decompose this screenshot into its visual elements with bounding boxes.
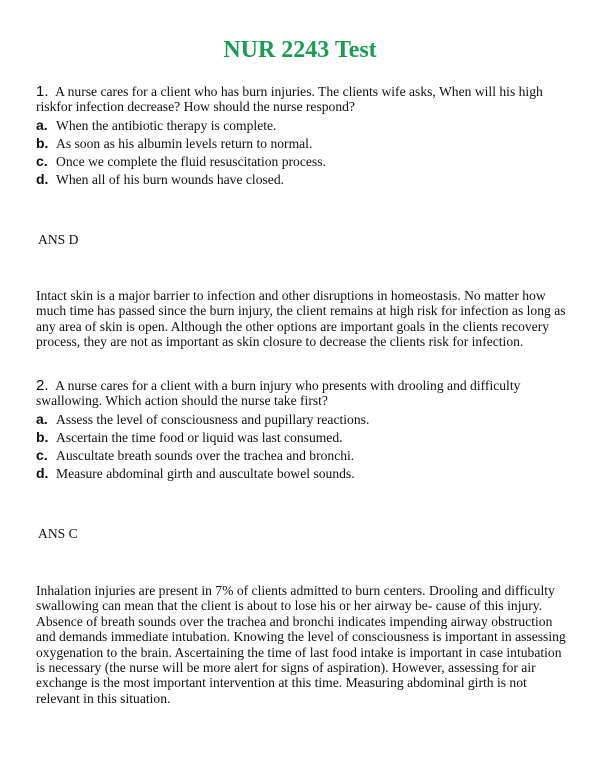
option-letter: a. (36, 411, 48, 427)
option-a (36, 410, 570, 428)
question-1 (36, 84, 570, 188)
question-2 (36, 378, 570, 482)
option-letter: b. (36, 135, 49, 151)
option-letter: c. (36, 447, 48, 463)
page-title: NUR 2243 Test (223, 37, 377, 63)
option-letter: d. (36, 465, 49, 481)
option-text: As soon as his albumin levels return to normal. (56, 136, 313, 151)
option-text: Once we complete the fluid resuscitation process. (56, 154, 326, 169)
question-text: A nurse cares for a client with a burn injury who presents with drooling and difficulty swallowing. Which action should the nurse take first? (36, 378, 521, 408)
option-b (36, 428, 570, 446)
option-text: When the antibiotic therapy is complete. (56, 118, 277, 133)
option-text: Assess the level of consciousness and pupillary reactions. (56, 412, 370, 427)
option-a (36, 116, 570, 134)
option-letter: c. (36, 153, 48, 169)
question-stem (36, 84, 570, 114)
option-text: When all of his burn wounds have closed. (56, 172, 285, 187)
option-d (36, 464, 570, 482)
option-c (36, 446, 570, 464)
question-number: 2. (36, 377, 49, 394)
option-letter: a. (36, 117, 48, 133)
option-text: Measure abdominal girth and auscultate bowel sounds. (56, 466, 355, 481)
question-number: 1. (36, 83, 49, 100)
question-stem (36, 378, 570, 408)
option-letter: d. (36, 171, 49, 187)
option-d (36, 170, 570, 188)
option-c (36, 152, 570, 170)
question-text: A nurse cares for a client who has burn injuries. The clients wife asks, When will his high riskfor infection decrease? How should the nurse respond? (36, 84, 543, 114)
option-letter: b. (36, 429, 49, 445)
rationale-1: Intact skin is a major barrier to infection and other disruptions in homeostasis. No matter how much time has passed since the burn injury, the client remains at high risk for infection as long as any area of skin is open. Although the other options are important goals in the clients recovery process, they are not as important as skin closure to decrease the clients risk for infection. (36, 288, 566, 350)
answer-key-2: ANS C (38, 526, 78, 541)
rationale-2: Inhalation injuries are present in 7% of clients admitted to burn centers. Drooling and difficulty swallowing can mean that the client is about to lose his or her airway be- cause of this injury. Absence of breath sounds over the trachea and bronchi indicates impending airway obstruction and demands immediate intubation. Knowing the level of consciousness is important in assessing oxygenation to the brain. Ascertaining the time of last food intake is important in case intubation is necessary (the nurse will be more alert for signs of aspiration). However, assessing for air exchange is the most important intervention at this time. Measuring abdominal girth is not relevant in this situation. (36, 583, 566, 706)
option-b (36, 134, 570, 152)
option-text: Ascertain the time food or liquid was last consumed. (56, 430, 343, 445)
option-text: Auscultate breath sounds over the trachea and bronchi. (56, 448, 355, 463)
answer-key-1: ANS D (38, 232, 79, 247)
